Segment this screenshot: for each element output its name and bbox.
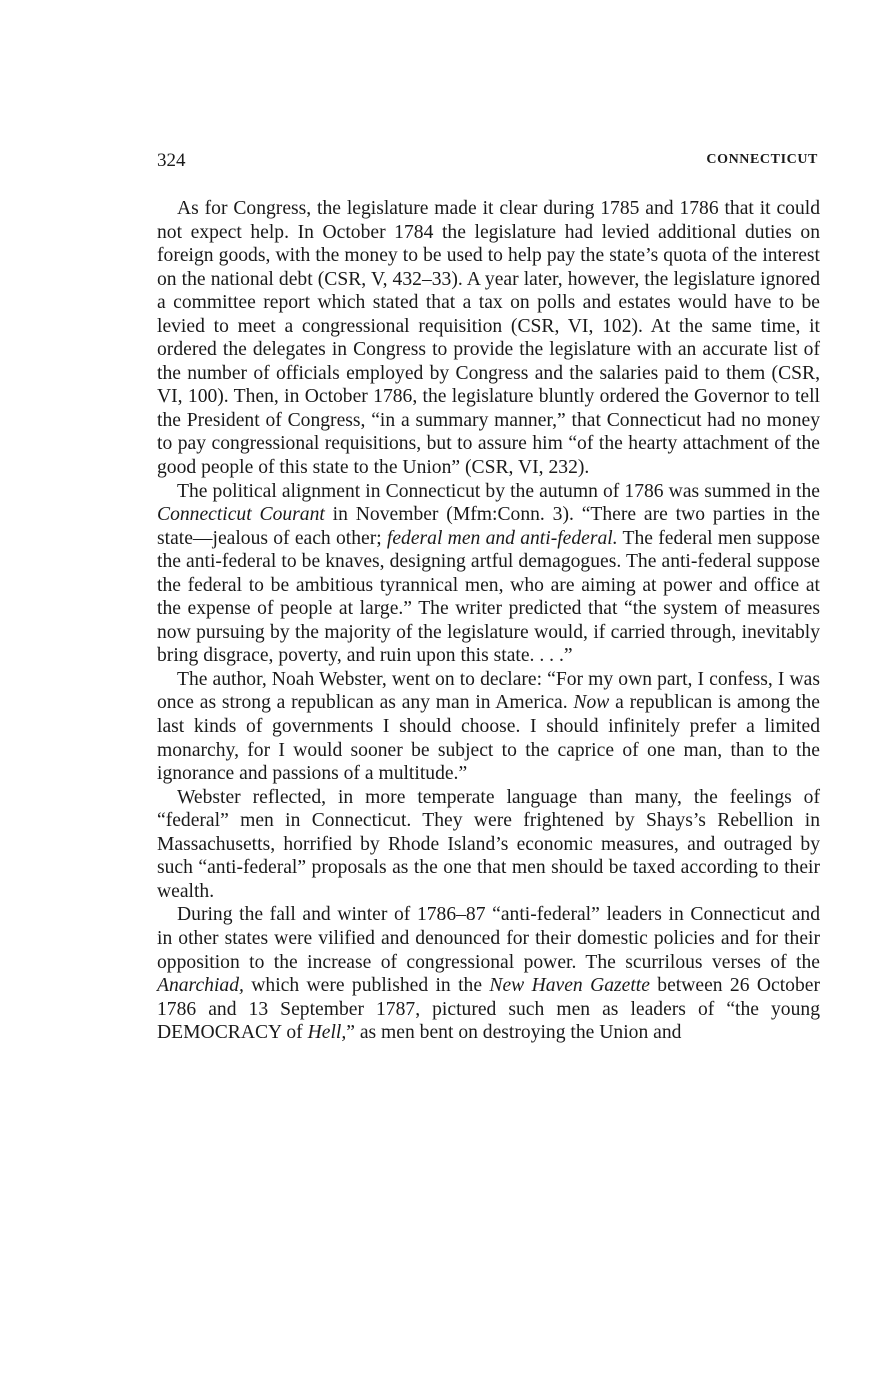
text-run: The political alignment in Connecticut by the autumn of 1786 was summed in the — [177, 480, 820, 502]
text-run: The author, Noah Webster, went on to declare: “For my own part, I confess, I was once as strong a republican as any man in America. — [157, 668, 820, 714]
running-head: CONNECTICUT — [706, 152, 818, 167]
paragraph — [157, 786, 820, 904]
text-run: a republican is among the last kinds of governments I should choose. I should infinitely prefer a limited monarchy, for I would sooner be subject to the caprice of one man, than to the ignorance and passions of a multitude.” — [157, 692, 820, 785]
text-run: During the fall and winter of 1786–87 “anti-federal” leaders in Connecticut and in other states were vilified and denounced for their domestic policies and for their opposition to the increase of congressional power. The scurrilous verses of the — [157, 904, 820, 973]
italic-text: New Haven Gazette — [489, 975, 650, 997]
italic-text: Now — [573, 692, 610, 714]
italic-text: Hell, — [307, 1022, 347, 1044]
text-run: The federal men suppose the anti-federal to be knaves, designing artful demagogues. The anti-federal suppose the federal to be ambitious tyrannical men, who are aiming at power and office at the expense of people at large.” The writer predicted that “the system of measures now pursuing by the majority of the legislature would, if carried through, inevitably bring disgrace, poverty, and ruin upon this state. . . .” — [157, 527, 820, 667]
italic-text: Connecticut Courant — [157, 504, 325, 526]
italic-text: Anarchiad, — [157, 975, 244, 997]
italic-text: federal men and anti-federal. — [386, 527, 618, 549]
paragraph — [157, 480, 820, 668]
text-run: in November (Mfm:Conn. 3). “There are two parties in the state—jealous of each other; — [157, 504, 820, 549]
page-header — [157, 150, 818, 174]
paragraph — [157, 668, 820, 786]
text-run: between 26 October 1786 and 13 September 1787, pictured such men as leaders of “the young DEMOCRACY of — [157, 975, 820, 1044]
text-run: As for Congress, the legislature made it clear during 1785 and 1786 that it could not expect help. In October 1784 the legislature had levied additional duties on foreign goods, with the money to be used to help pay the state’s quota of the interest on the national debt (CSR, V, 432–33). A year later, however, the legislature ignored a committee report which stated that a tax on polls and estates would have to be levied to meet a congressional requisition (CSR, VI, 102). At the same time, it ordered the delegates in Congress to provide the legislature with an accurate list of the number of officials employed by Congress and the salaries paid to them (CSR, VI, 100). Then, in October 1786, the legislature bluntly ordered the Governor to tell the President of Congress, “in a summary manner,” that Connecticut had no money to pay congressional requisitions, but to assure him “of the hearty attachment of the good people of this state to the Union” (CSR, VI, 232). — [157, 198, 820, 479]
body-text — [157, 197, 820, 1045]
paragraph — [157, 197, 820, 480]
paragraph — [157, 903, 820, 1044]
page-number: 324 — [157, 150, 186, 171]
text-run: which were published in the — [243, 975, 490, 997]
text-run: Webster reflected, in more temperate language than many, the feelings of “federal” men in Connecticut. They were frightened by Shays’s Rebellion in Massachusetts, horrified by Rhode Island’s economic measures, and outraged by such “anti-federal” proposals as the one that men should be taxed according to their wealth. — [157, 786, 820, 902]
text-run: ” as men bent on destroying the Union and — [346, 1022, 682, 1044]
